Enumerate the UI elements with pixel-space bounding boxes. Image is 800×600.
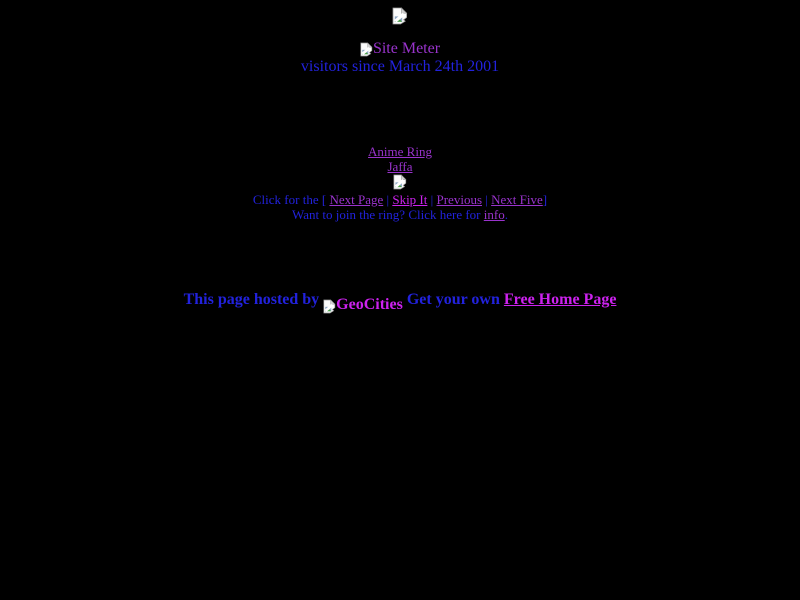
ring-nav-prefix: Click for the [ (252, 192, 327, 207)
site-meter-row (0, 39, 800, 58)
free-home-page-link[interactable]: Free Home Page (503, 291, 617, 308)
next-page-link[interactable]: Next Page (329, 192, 384, 207)
info-link[interactable]: info (483, 207, 505, 222)
broken-image-icon (323, 299, 336, 314)
jaffa-link[interactable]: Jaffa (387, 159, 413, 174)
join-ring-period: . (504, 207, 508, 222)
hosted-by-footer (0, 290, 800, 313)
join-ring-row (0, 207, 800, 222)
anime-ring-link[interactable]: Anime Ring (368, 144, 432, 159)
previous-link[interactable]: Previous (436, 192, 482, 207)
ring-logo-row (0, 174, 800, 190)
hosted-by-text: This page hosted by (183, 291, 320, 308)
geocities-link[interactable] (323, 295, 403, 314)
skip-it-link[interactable]: Skip It (392, 192, 428, 207)
broken-image-icon (360, 42, 373, 57)
ring-nav-separator: | (485, 192, 488, 207)
visitors-since-text: visitors since March 24th 2001 (300, 58, 500, 75)
ring-nav-row (0, 192, 800, 207)
ring-nav-separator: | (430, 192, 434, 207)
get-your-own-text: Get your own (406, 291, 500, 308)
next-five-link[interactable]: Next Five (491, 192, 543, 207)
site-meter-link[interactable] (360, 40, 440, 57)
site-meter-alt-text: Site Meter (372, 40, 441, 57)
ring-name-row (0, 144, 800, 159)
join-ring-text: Want to join the ring? Click here for (292, 207, 481, 222)
ring-nav-separator: | (386, 192, 390, 207)
broken-image-icon (392, 7, 408, 25)
ring-nav-suffix: ] (542, 192, 548, 207)
site-name-row (0, 159, 800, 174)
geocities-alt-text: GeoCities (336, 296, 403, 313)
top-counter-image-row (0, 7, 800, 26)
broken-image-icon (393, 174, 407, 190)
